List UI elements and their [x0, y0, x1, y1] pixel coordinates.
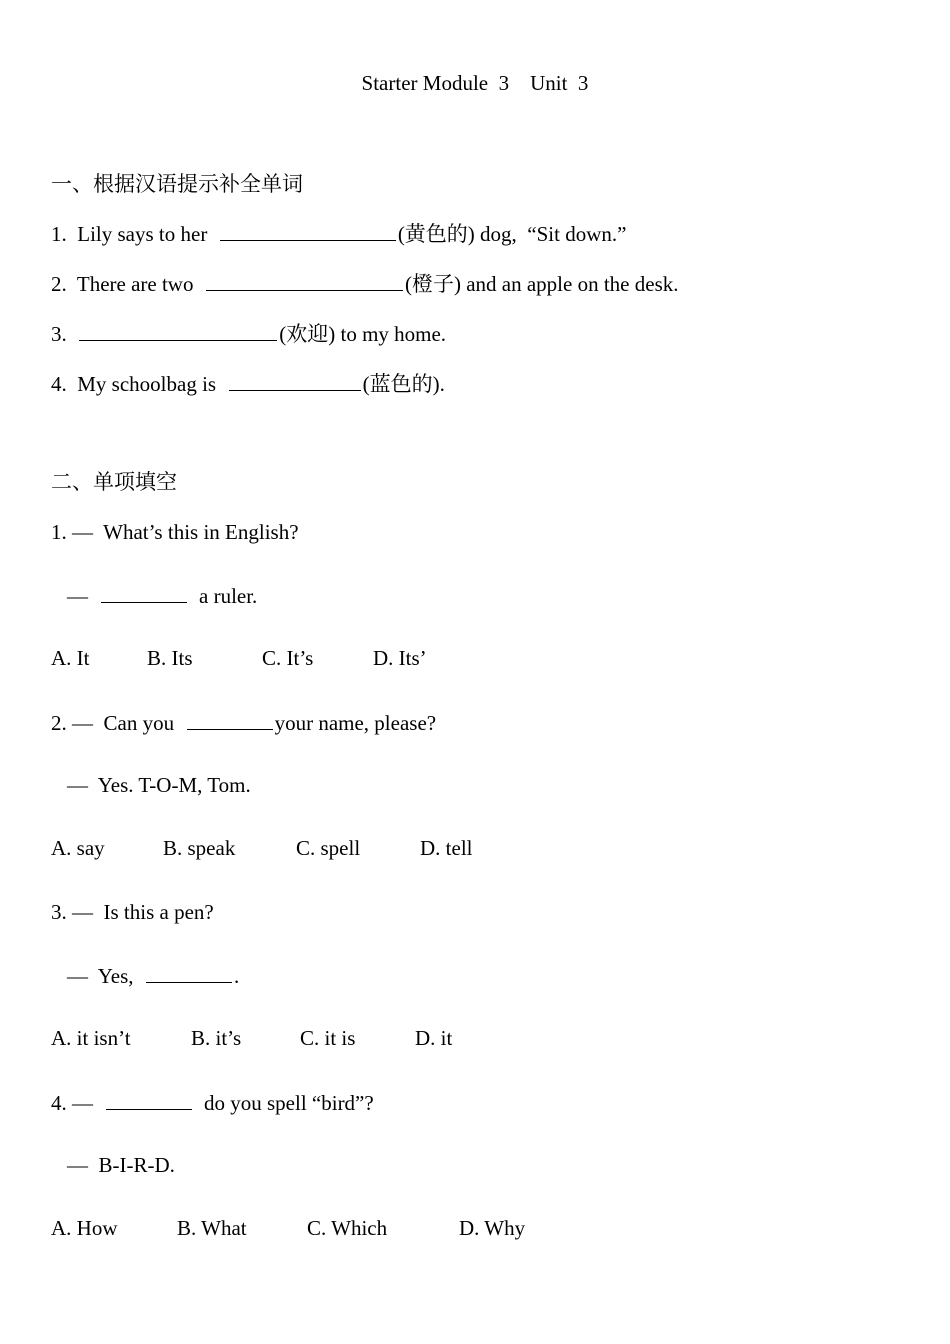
s1-item-1 [51, 220, 626, 246]
q2-question [51, 709, 436, 735]
q2-option-d[interactable]: D. tell [420, 836, 473, 860]
answer-blank[interactable] [106, 1089, 192, 1110]
s1-item-3-after: (欢迎) to my home. [279, 322, 447, 346]
q3-answer [67, 962, 239, 988]
q4-question-after: do you spell “bird”? [204, 1091, 374, 1115]
q1-answer-prefix: — [67, 584, 88, 608]
q4-option-b[interactable]: B. What [177, 1216, 247, 1240]
q1-answer [67, 582, 257, 608]
page-title: Starter Module 3 Unit 3 [361, 71, 589, 95]
q1-option-c[interactable]: C. It’s [262, 646, 314, 670]
q1-answer-after: a ruler. [199, 584, 258, 608]
s1-item-4-after: (蓝色的). [362, 372, 445, 396]
q4-option-c[interactable]: C. Which [307, 1216, 388, 1240]
q4-question [51, 1089, 374, 1115]
section2-heading: 二、单项填空 [51, 470, 177, 494]
s1-item-3 [51, 320, 446, 346]
q3-option-a[interactable]: A. it isn’t [51, 1026, 131, 1050]
answer-blank[interactable] [220, 220, 396, 241]
q3-question: 3. — Is this a pen? [51, 900, 214, 924]
answer-blank[interactable] [79, 320, 277, 341]
q1-question: 1. — What’s this in English? [51, 520, 299, 544]
s1-item-2 [51, 270, 679, 296]
q1-option-a[interactable]: A. It [51, 646, 90, 670]
q1-option-b[interactable]: B. Its [147, 646, 193, 670]
s1-item-2-num: 2. [51, 272, 67, 296]
q4-answer: — B-I-R-D. [67, 1153, 175, 1177]
q2-answer: — Yes. T-O-M, Tom. [67, 773, 251, 797]
s1-item-4-before: My schoolbag is [77, 372, 217, 396]
q3-answer-after: . [234, 964, 240, 988]
answer-blank[interactable] [206, 270, 403, 291]
answer-blank[interactable] [229, 370, 361, 391]
s1-item-2-before: There are two [76, 272, 194, 296]
q3-option-d[interactable]: D. it [415, 1026, 453, 1050]
section1-heading: 一、根据汉语提示补全单词 [51, 172, 303, 196]
s1-item-3-num: 3. [51, 322, 67, 346]
q2-option-a[interactable]: A. say [51, 836, 105, 860]
q2-option-b[interactable]: B. speak [163, 836, 236, 860]
answer-blank[interactable] [187, 709, 273, 730]
s1-item-1-before: Lily says to her [77, 222, 208, 246]
q4-option-a[interactable]: A. How [51, 1216, 118, 1240]
q4-option-d[interactable]: D. Why [459, 1216, 526, 1240]
s1-item-4-num: 4. [51, 372, 67, 396]
s1-item-4 [51, 370, 445, 396]
q3-option-c[interactable]: C. it is [300, 1026, 356, 1050]
q2-option-c[interactable]: C. spell [296, 836, 361, 860]
s1-item-1-after: (黄色的) dog, “Sit down.” [397, 222, 627, 246]
q1-option-d[interactable]: D. Its’ [373, 646, 427, 670]
answer-blank[interactable] [101, 582, 187, 603]
q2-question-prefix: 2. — Can you [51, 711, 175, 735]
q3-option-b[interactable]: B. it’s [191, 1026, 242, 1050]
s1-item-1-num: 1. [51, 222, 67, 246]
q4-question-prefix: 4. — [51, 1091, 93, 1115]
q2-question-after: your name, please? [274, 711, 437, 735]
q3-answer-prefix: — Yes, [67, 964, 134, 988]
answer-blank[interactable] [146, 962, 232, 983]
s1-item-2-after: (橙子) and an apple on the desk. [404, 272, 679, 296]
